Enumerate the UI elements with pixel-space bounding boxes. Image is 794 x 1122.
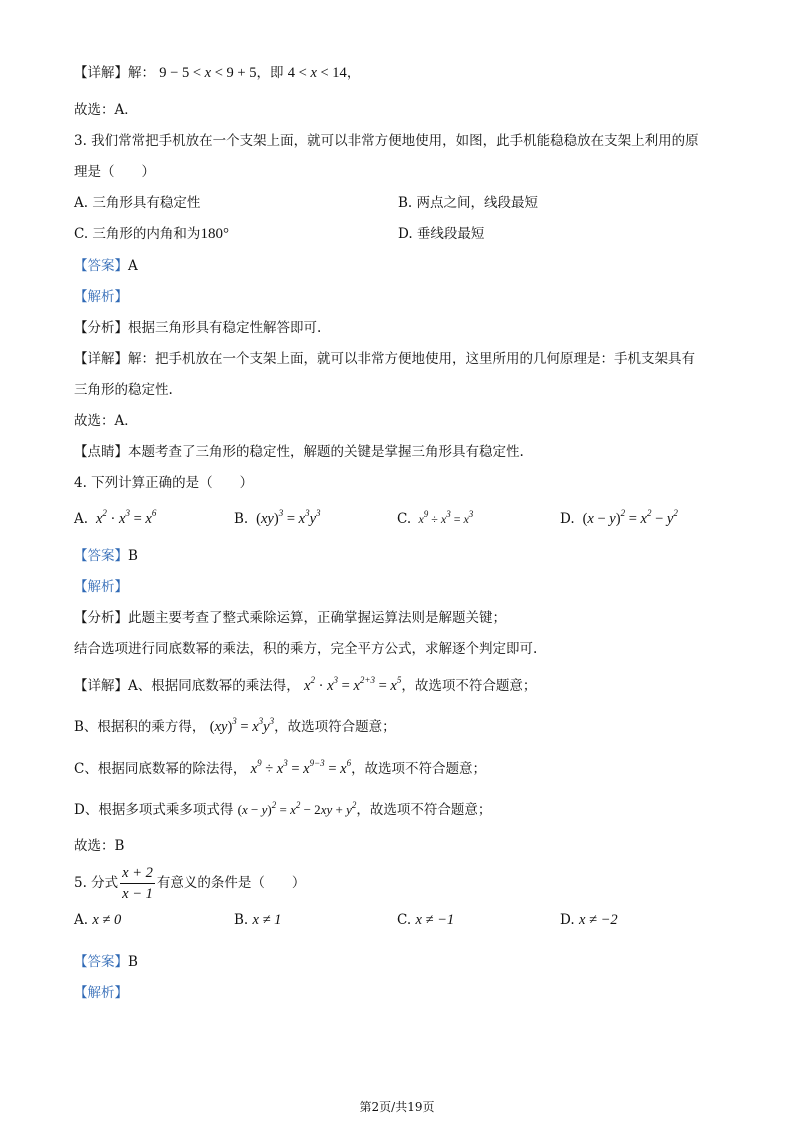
q5-jiexi-tag: 【解析】	[74, 985, 128, 1001]
math-expr: x ≠ 0	[92, 912, 122, 928]
q4-option-d	[560, 510, 678, 528]
fraction	[120, 863, 155, 904]
text: C、根据同底数幂的除法得，	[74, 761, 247, 777]
q4-detail-a	[74, 677, 536, 695]
text: ，即	[256, 65, 284, 81]
option-letter: C.	[397, 912, 412, 928]
q5-stem	[74, 862, 305, 904]
math-expr: x ≠ −2	[578, 912, 618, 928]
text: A、根据同底数幂的乘法得，	[128, 678, 300, 694]
math-expr: x ≠ 1	[252, 912, 282, 928]
q4-option-c	[397, 510, 473, 528]
text: 此题主要考查了整式乘除运算，正确掌握运算法则是解题关键；	[128, 610, 506, 626]
text: C. 三角形的内角和为	[74, 226, 201, 242]
text: 5. 分式	[74, 875, 119, 891]
comment-tag: 【点睛】	[74, 444, 128, 460]
text: D、根据多项式乘多项式得	[74, 802, 234, 818]
q3-stem-1: 3. 我们常常把手机放在一个支架上面，就可以非常方便地使用，如图，此手机能稳稳放在支架上利用的原	[74, 133, 699, 149]
math-expr: $(xy)^3 = x^3y^3$	[256, 508, 321, 527]
detail-tag: 【详解】	[74, 678, 128, 694]
q3-detail-1	[74, 350, 695, 368]
q5-option-d	[560, 911, 618, 929]
text: 根据三角形具有稳定性解答即可.	[128, 320, 322, 336]
q3-option-b: B. 两点之间，线段最短	[398, 195, 539, 211]
answer-value: B	[128, 954, 138, 970]
q4-fenxi-1	[74, 609, 506, 627]
math-expr: $(x - y)^2 = x^2 - y^2$	[582, 508, 678, 527]
q3-answer	[74, 257, 138, 275]
option-letter: D.	[560, 912, 575, 928]
math-expr: $x^9 \div x^3 = x^{9-3} = x^6$	[250, 758, 352, 777]
math-expr: $(xy)^3 = x^3y^3$	[209, 716, 275, 735]
answer-tag: 【答案】	[74, 548, 128, 564]
answer-tag: 【答案】	[74, 954, 128, 970]
fenxi-tag: 【分析】	[74, 320, 128, 336]
angle-value: 180°	[200, 226, 229, 242]
page-footer: 第2页/共19页	[359, 1100, 435, 1114]
q3-option-a: A. 三角形具有稳定性	[74, 195, 201, 211]
text: 有意义的条件是（ ）	[156, 875, 306, 891]
option-letter: C.	[397, 511, 412, 527]
q4-detail-c	[74, 760, 486, 778]
q5-option-c	[397, 911, 454, 929]
fraction-numerator: x + 2	[120, 863, 155, 884]
detail-line-1	[74, 64, 360, 82]
q3-option-d: D. 垂线段最短	[398, 226, 485, 242]
detail-tag: 【详解】	[74, 65, 128, 81]
option-letter: D.	[560, 511, 575, 527]
q5-option-a	[74, 911, 121, 929]
fraction-denominator: x − 1	[122, 886, 153, 902]
math-inequality-2: 4 < x < 14	[287, 65, 347, 81]
q3-stem-2: 理是（ ）	[74, 164, 155, 180]
math-inequality-1: 9 − 5 < x < 9 + 5	[159, 65, 257, 81]
text: 解：把手机放在一个支架上面，就可以非常方便地使用，这里所用的几何原理是：手机支架具有	[128, 351, 695, 367]
text: B、根据积的乘方得，	[74, 719, 206, 735]
q4-detail-d	[74, 801, 491, 819]
answer-value: A	[128, 258, 138, 274]
q4-fenxi-2: 结合选项进行同底数幂的乘法，积的乘方，完全平方公式，求解逐个判定即可.	[74, 641, 538, 657]
option-letter: B.	[234, 511, 249, 527]
q5-answer	[74, 953, 138, 971]
q3-fenxi	[74, 319, 321, 337]
detail-tag: 【详解】	[74, 351, 128, 367]
q4-stem: 4. 下列计算正确的是（ ）	[74, 475, 254, 491]
q3-detail-2: 三角形的稳定性.	[74, 382, 173, 398]
q3-option-c	[74, 225, 229, 243]
answer-value: B	[128, 548, 138, 564]
q3-jiexi-tag: 【解析】	[74, 289, 128, 305]
q3-comment	[74, 443, 524, 461]
option-letter: A.	[74, 912, 89, 928]
fenxi-tag: 【分析】	[74, 610, 128, 626]
q4-option-a	[74, 510, 156, 528]
option-letter: A.	[74, 511, 89, 527]
q5-option-b	[234, 911, 281, 929]
math-expr: $(x - y)^2 = x^2 - 2xy + y^2$	[237, 799, 357, 817]
q4-detail-b	[74, 718, 396, 736]
q3-choose: 故选：A．	[74, 413, 138, 429]
q4-jiexi-tag: 【解析】	[74, 579, 128, 595]
text: ，故选项不符合题意；	[351, 761, 487, 777]
math-expr: $x^9 \div x^3 = x^3$	[415, 509, 474, 526]
text: 本题考查了三角形的稳定性，解题的关键是掌握三角形具有稳定性.	[128, 444, 524, 460]
math-expr: $x^2 \cdot x^3 = x^6$	[92, 508, 157, 527]
text: ，故选项不符合题意；	[401, 678, 537, 694]
q4-answer	[74, 547, 138, 565]
option-letter: B.	[234, 912, 249, 928]
text: ，故选项符合题意；	[274, 719, 396, 735]
answer-tag: 【答案】	[74, 258, 128, 274]
math-expr: x ≠ −1	[415, 912, 455, 928]
text: ，	[346, 65, 361, 81]
q4-choose: 故选：B	[74, 838, 125, 854]
math-expr: $x^2 \cdot x^3 = x^{2+3} = x^5$	[304, 675, 402, 694]
text: ，故选项不符合题意；	[356, 802, 492, 818]
text: 解：	[128, 65, 155, 81]
choose-line: 故选：A．	[74, 102, 138, 118]
q4-option-b	[234, 510, 321, 528]
